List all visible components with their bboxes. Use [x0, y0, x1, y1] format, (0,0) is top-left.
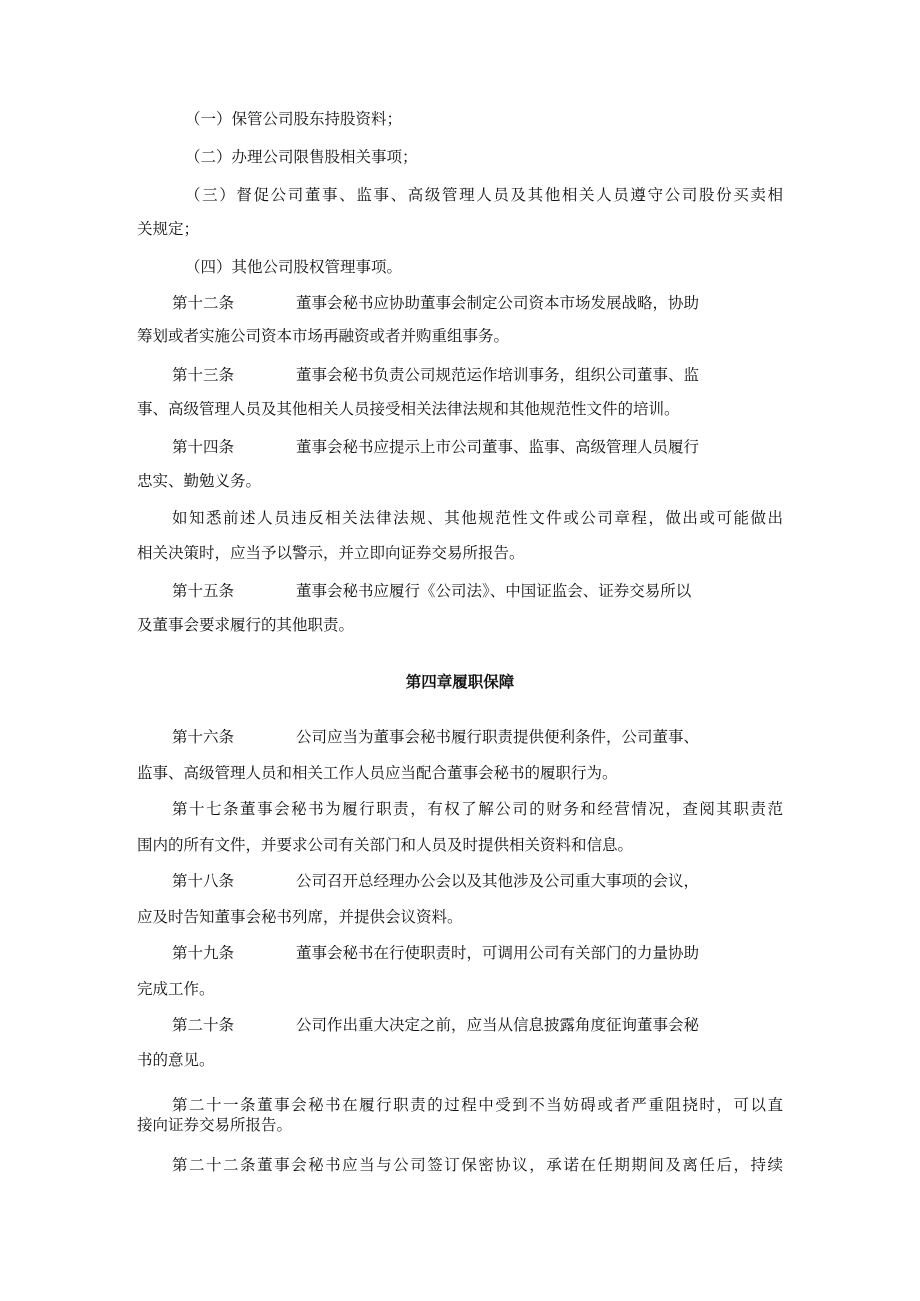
article-17-text-cont: 围内的所有文件，并要求公司有关部门和人员及时提供相关资料和信息。 — [137, 836, 634, 854]
article-19-text: 董事会秘书在行使职责时，可调用公司有关部门的力量协助 — [296, 944, 700, 962]
list-item: （四）其他公司股权管理事项。 — [185, 258, 403, 276]
article-18-label: 第十八条 — [172, 872, 235, 890]
list-item-continuation: 关规定； — [137, 220, 200, 238]
chapter-heading: 第四章履职保障 — [405, 673, 515, 691]
article-12-text: 董事会秘书应协助董事会制定公司资本市场发展战略，协助 — [296, 294, 700, 312]
article-14-paragraph-cont: 相关决策时，应当予以警示，并立即向证券交易所报告。 — [137, 544, 525, 562]
article-12-label: 第十二条 — [172, 294, 235, 312]
article-14-text-cont: 忠实、勤勉义务。 — [137, 472, 262, 490]
article-12-text-cont: 筹划或者实施公司资本市场再融资或者并购重组事务。 — [137, 327, 510, 345]
list-item: （二）办理公司限售股相关事项； — [185, 148, 418, 166]
article-14-paragraph: 如知悉前述人员违反相关法律法规、其他规范性文件或公司章程，做出或可能做出 — [172, 509, 783, 527]
article-16-label: 第十六条 — [172, 728, 235, 746]
list-item: （一）保管公司股东持股资料； — [185, 110, 403, 128]
article-20-text-cont: 书的意见。 — [137, 1051, 215, 1069]
article-15-text: 董事会秘书应履行《公司法》、中国证监会、证券交易所以 — [296, 582, 692, 600]
article-13-text: 董事会秘书负责公司规范运作培训事务，组织公司董事、监 — [296, 366, 700, 384]
article-18-text-cont: 应及时告知董事会秘书列席，并提供会议资料。 — [137, 908, 463, 926]
article-18-text: 公司召开总经理办公会以及其他涉及公司重大事项的会议， — [296, 872, 700, 890]
article-15-text-cont: 及董事会要求履行的其他职责。 — [137, 616, 355, 634]
article-19-label: 第十九条 — [172, 944, 235, 962]
article-20-text: 公司作出重大决定之前，应当从信息披露角度征询董事会秘 — [296, 1016, 700, 1034]
article-19-text-cont: 完成工作。 — [137, 980, 215, 998]
article-15-label: 第十五条 — [172, 582, 235, 600]
article-20-label: 第二十条 — [172, 1016, 235, 1034]
article-21-text: 第二十一条董事会秘书在履行职责的过程中受到不当妨碍或者严重阻挠时，可以直 — [172, 1096, 783, 1114]
article-21-text-cont: 接向证券交易所报告。 — [137, 1116, 293, 1134]
article-17-text: 第十七条董事会秘书为履行职责，有权了解公司的财务和经营情况，查阅其职责范 — [172, 800, 783, 818]
article-13-label: 第十三条 — [172, 366, 235, 384]
article-16-text: 公司应当为董事会秘书履行职责提供便利条件，公司董事、 — [296, 728, 700, 746]
list-item: （三）督促公司董事、监事、高级管理人员及其他相关人员遵守公司股份买卖相 — [185, 186, 783, 204]
article-13-text-cont: 事、高级管理人员及其他相关人员接受相关法律法规和其他规范性文件的培训。 — [137, 400, 680, 418]
article-22-text: 第二十二条董事会秘书应当与公司签订保密协议，承诺在任期期间及离任后，持续 — [172, 1156, 783, 1174]
article-14-text: 董事会秘书应提示上市公司董事、监事、高级管理人员履行 — [296, 438, 700, 456]
article-16-text-cont: 监事、高级管理人员和相关工作人员应当配合董事会秘书的履职行为。 — [137, 764, 618, 782]
article-14-label: 第十四条 — [172, 438, 235, 456]
